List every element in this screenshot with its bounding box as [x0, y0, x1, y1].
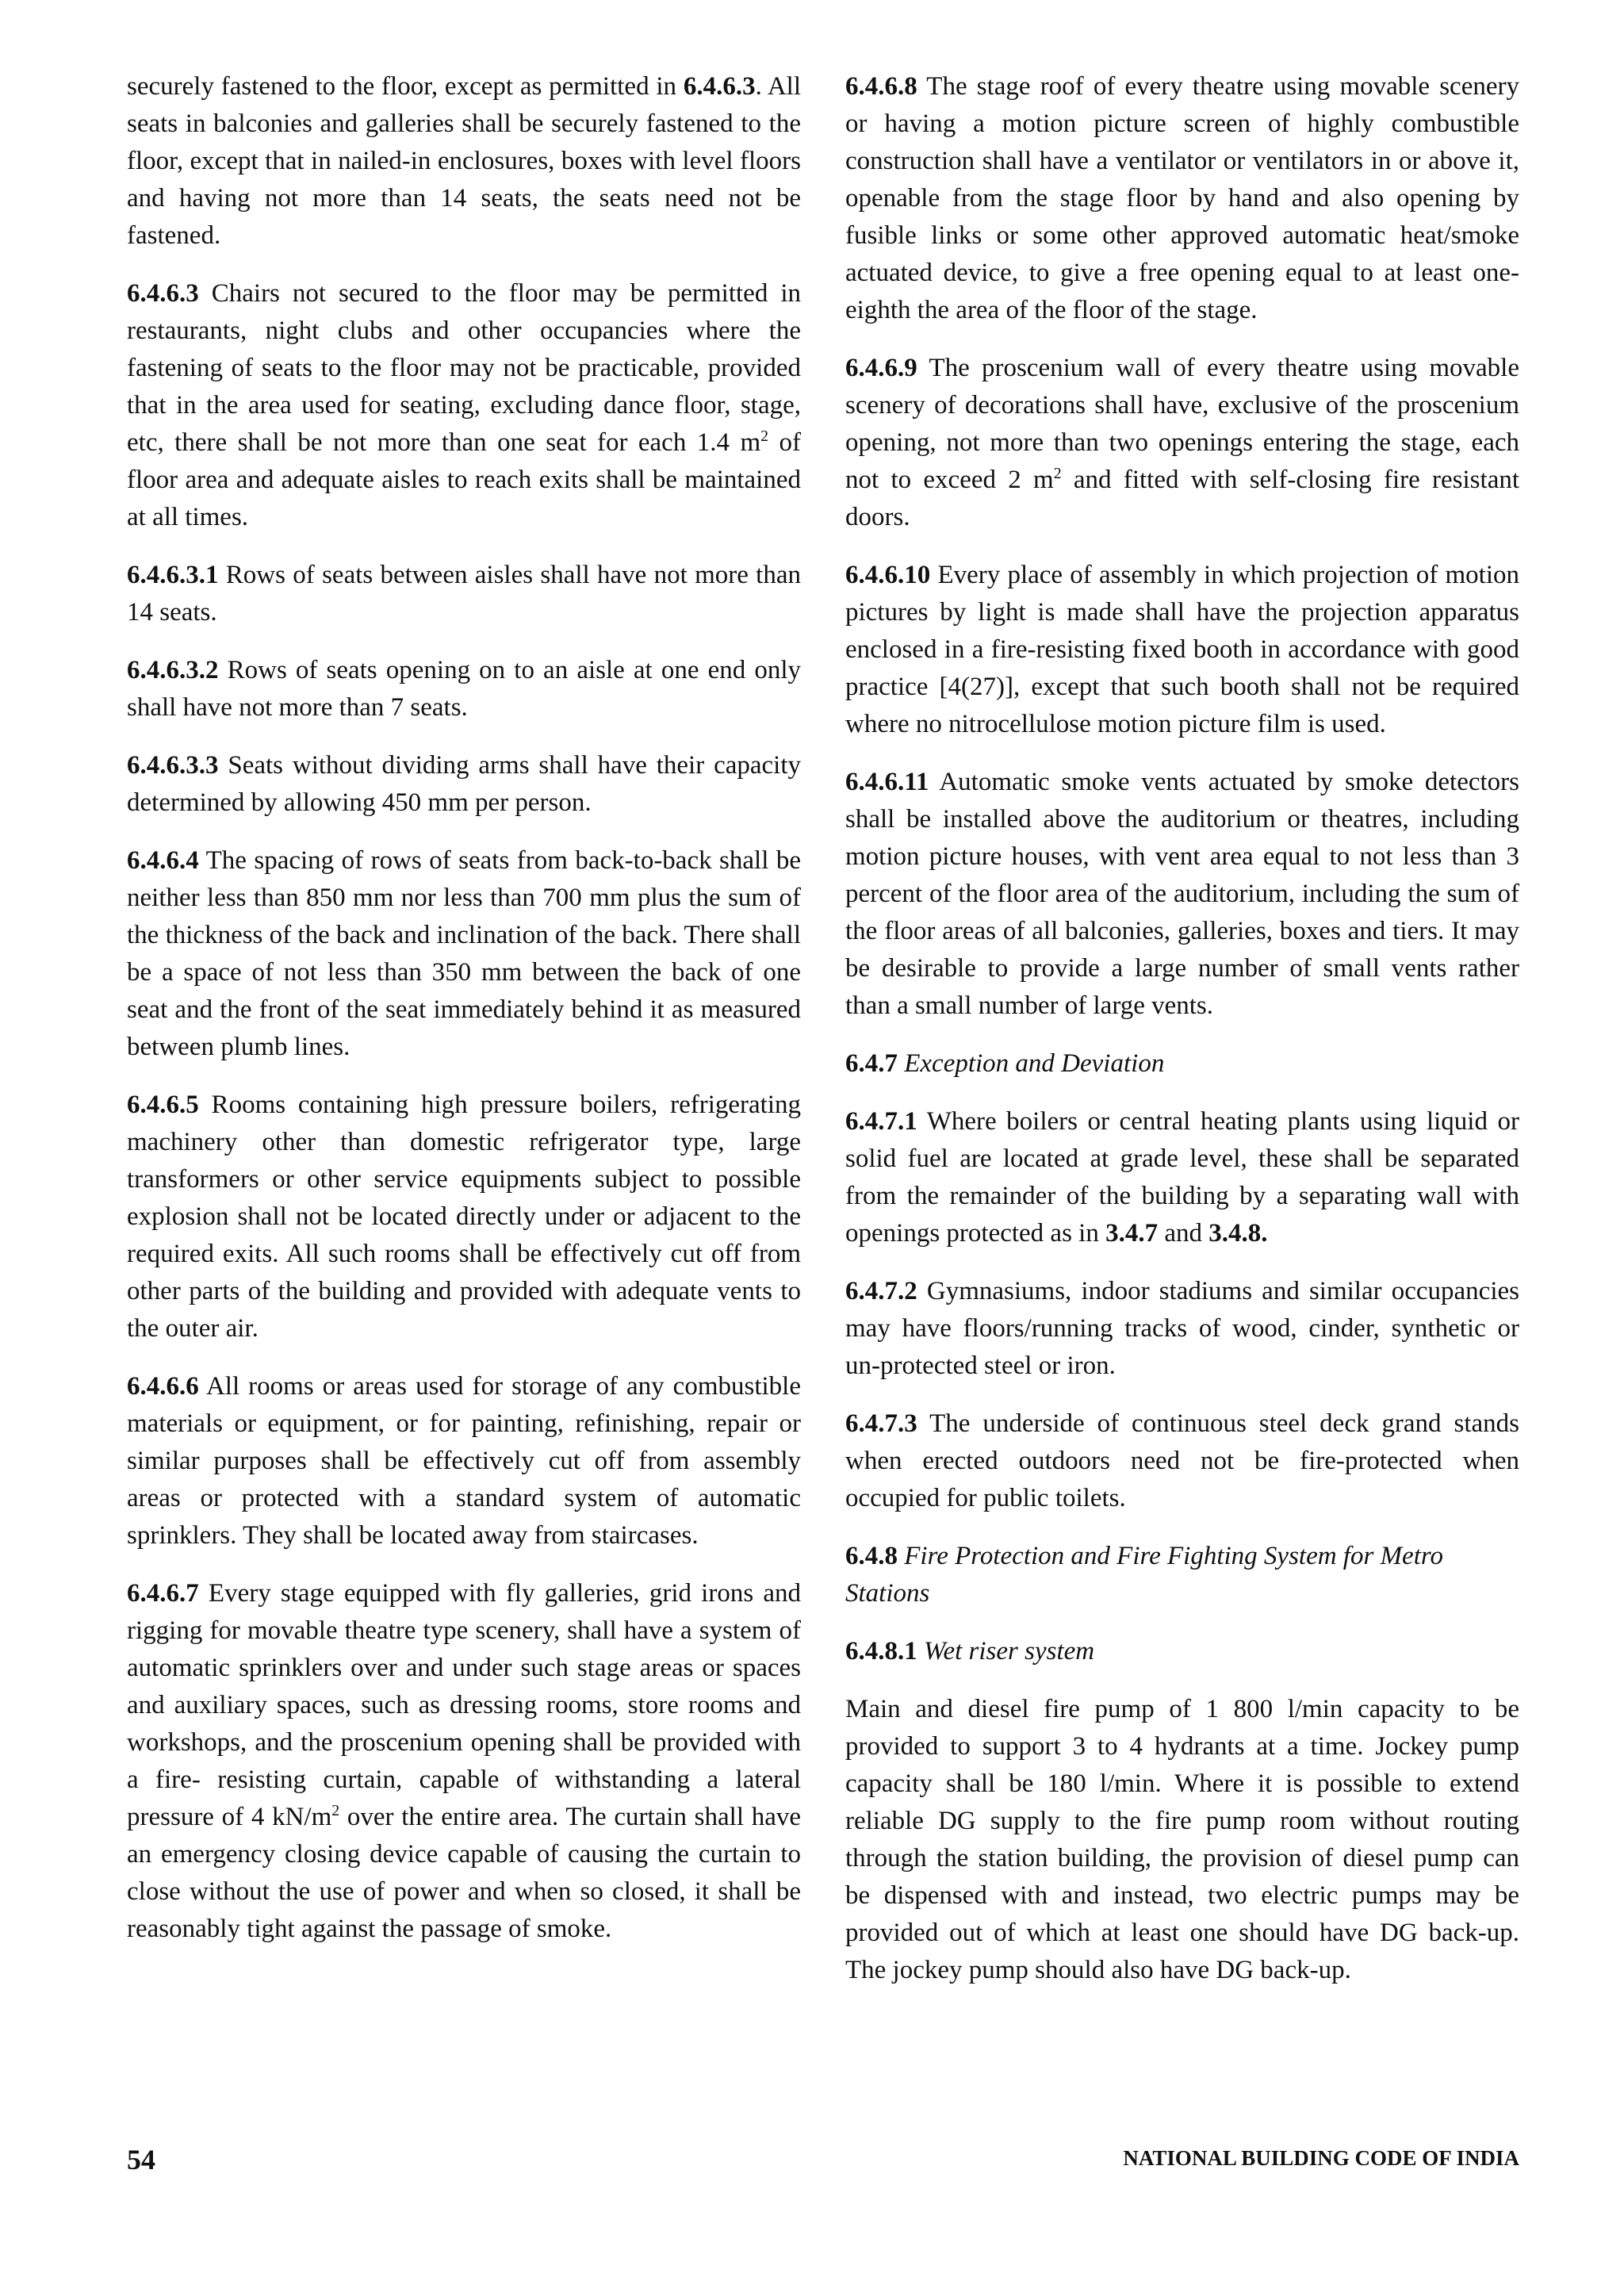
running-title: NATIONAL BUILDING CODE OF INDIA: [1123, 2146, 1519, 2170]
clause-number: 6.4.6.8: [845, 72, 917, 101]
section-title: Wet riser system: [917, 1637, 1095, 1666]
page-number: 54: [127, 2144, 155, 2175]
clause-number: 6.4.7.3: [845, 1409, 917, 1438]
clause-6-4-6-9: [845, 350, 1519, 536]
clause-number: 6.4.6.3.1: [127, 561, 219, 589]
clause-number: 6.4.6.3.3: [127, 751, 219, 780]
paragraph-text: Rows of seats opening on to an aisle at one end only shall have not more than 7 seats.: [127, 656, 801, 722]
paragraph-text: The spacing of rows of seats from back-to-back shall be neither less than 850 mm nor less than 700 mm plus the sum of the thickness of the back and inclination of the back. There shall be a space of not less than 350 mm between the back of one seat and the front of the seat immediately behind it as measured between plumb lines.: [127, 846, 801, 1061]
paragraph-text: Automatic smoke vents actuated by smoke detectors shall be installed above the auditorium or theatres, including motion picture houses, with vent area equal to not less than 3 percent of the floor area of the auditorium, including the sum of the floor areas of all balconies, galleries, boxes and tiers. It may be desirable to provide a large number of small vents rather than a small number of large vents.: [845, 768, 1519, 1020]
paragraph-text: . All seats in balconies and galleries shall be securely fastened to the floor, except that in nailed-in enclosures, boxes with level floors and having not more than 14 seats, the seats need not be fastened.: [127, 72, 801, 250]
clause-number: 6.4.6.3: [127, 279, 199, 308]
paragraph-text: Where boilers or central heating plants using liquid or solid fuel are located at grade level, these shall be separated from the remainder of the building by a separating wall with openings protected as in: [845, 1107, 1519, 1248]
paragraph-text: and fitted with self-closing fire resistant doors.: [845, 466, 1520, 531]
paragraph-text: securely fastened to the floor, except as permitted in: [127, 72, 684, 101]
clause-6-4-6-3-1: [127, 557, 801, 631]
paragraph-text: Main and diesel fire pump of 1 800 l/min capacity to be provided to support 3 to 4 hydrants at a time. Jockey pump capacity shall be 180 l/min. Where it is possible to extend reliable DG supply to the fire pump room without routing through the station building, the provision of diesel pump can be dispensed with and instead, two electric pumps may be provided out of which at least one should have DG back-up. The jockey pump should also have DG back-up.: [845, 1695, 1519, 1984]
clause-6-4-7-2: [845, 1273, 1519, 1385]
clause-number: 6.4.6.11: [845, 768, 929, 796]
section-heading-6-4-8: [845, 1538, 1519, 1612]
clause-6-4-6-4: [127, 842, 801, 1066]
superscript: 2: [331, 1802, 340, 1819]
paragraph-text: Chairs not secured to the floor may be permitted in restaurants, night clubs and other occupancies where the fastening of seats to the floor may not be practicable, provided that in the area used for seating, excluding dance floor, stage, etc, there shall be not more than one seat for each 1.4 m: [127, 279, 801, 457]
clause-number: 6.4.6.4: [127, 846, 199, 875]
section-heading-6-4-8-1: [845, 1633, 1519, 1670]
clause-number: 6.4.6.9: [845, 354, 917, 382]
paragraph-text: Rooms containing high pressure boilers, refrigerating machinery other than domestic refrigerator type, large transformers or other service equipments subject to possible explosion shall not be located directly under or adjacent to the required exits. All such rooms shall be effectively cut off from other parts of the building and provided with adequate vents to the outer air.: [127, 1091, 801, 1343]
clause-number: 6.4.7.2: [845, 1277, 917, 1305]
clause-6-4-6-7: [127, 1575, 801, 1948]
clause-reference: 6.4.6.3: [683, 72, 756, 101]
section-number: 6.4.8.1: [845, 1637, 917, 1666]
paragraph-text: The proscenium wall of every theatre using movable scenery of decorations shall have, exclusive of the proscenium opening, not more than two openings entering the stage, each not to exceed 2 m: [845, 354, 1519, 494]
paragraph-text: The stage roof of every theatre using movable scenery or having a motion picture screen of highly combustible construction shall have a ventilator or ventilators in or above it, openable from the stage floor by hand and also opening by fusible links or some other approved automatic heat/smoke actuated device, to give a free opening equal to at least one-eighth the area of the floor of the stage.: [845, 72, 1519, 324]
right-column: [845, 68, 1519, 2010]
section-number: 6.4.7: [845, 1049, 898, 1078]
clause-6-4-6-11: [845, 764, 1519, 1025]
paragraph-text: Seats without dividing arms shall have their capacity determined by allowing 450 mm per person.: [127, 751, 801, 817]
paragraph-text: The underside of continuous steel deck grand stands when erected outdoors need not be fire-protected when occupied for public toilets.: [845, 1409, 1519, 1512]
paragraph-text: All rooms or areas used for storage of any combustible materials or equipment, or for painting, refinishing, repair or similar purposes shall be effectively cut off from assembly areas or protected with a standard system of automatic sprinklers. They shall be located away from staircases.: [127, 1372, 801, 1550]
clause-reference: 3.4.8: [1208, 1219, 1262, 1248]
clause-6-4-6-6: [127, 1368, 801, 1554]
clause-number: 6.4.6.3.2: [127, 656, 219, 684]
superscript: 2: [1053, 465, 1062, 482]
clause-6-4-6-8: [845, 68, 1519, 329]
clause-number: 6.4.6.10: [845, 561, 931, 589]
clause-6-4-7-1: [845, 1103, 1519, 1252]
paragraph-text: Every place of assembly in which projection of motion pictures by light is made shall have the projection apparatus enclosed in a fire-resisting fixed booth in accordance with good practice [4(27)], except that such booth shall not be required where no nitrocellulose motion picture film is used.: [845, 561, 1519, 738]
paragraph-text: Every stage equipped with fly galleries, grid irons and rigging for movable theatre type scenery, shall have a system of automatic sprinklers over and under such stage areas or spaces and auxiliary spaces, such as dressing rooms, store rooms and workshops, and the proscenium opening shall be provided with a fire- resisting curtain, capable of withstanding a lateral pressure of 4 kN/m: [127, 1579, 801, 1831]
section-title: Exception and Deviation: [898, 1049, 1165, 1078]
clause-6-4-6-3-3: [127, 747, 801, 822]
clause-reference: 3.4.7: [1105, 1219, 1159, 1248]
paragraph-text: over the entire area. The curtain shall have an emergency closing device capable of causing the curtain to close without the use of power and when so closed, it shall be reasonably tight against the passage of smoke.: [127, 1803, 802, 1943]
paragraph-text: Gymnasiums, indoor stadiums and similar occupancies may have floors/running tracks of wood, cinder, synthetic or un-protected steel or iron.: [845, 1277, 1519, 1380]
section-heading-6-4-7: [845, 1045, 1519, 1083]
clause-6-4-6-10: [845, 557, 1519, 743]
paragraph-text: Rows of seats between aisles shall have not more than 14 seats.: [127, 561, 801, 627]
paragraph-text: of floor area and adequate aisles to reach exits shall be maintained at all times.: [127, 428, 801, 531]
page-footer: [127, 2143, 1519, 2183]
clause-number: 6.4.6.5: [127, 1091, 199, 1119]
clause-6-4-7-3: [845, 1405, 1519, 1517]
clause-number: 6.4.7.1: [845, 1107, 917, 1136]
section-title: Fire Protection and Fire Fighting System for Metro Stations: [845, 1542, 1443, 1608]
left-column: [127, 68, 801, 1968]
wet-riser-paragraph: [845, 1691, 1519, 1989]
paragraph-text: .: [1261, 1219, 1268, 1248]
clause-number: 6.4.6.6: [127, 1372, 199, 1401]
section-number: 6.4.8: [845, 1542, 898, 1570]
paragraph-continuation: [127, 68, 801, 255]
clause-6-4-6-3: [127, 275, 801, 536]
clause-6-4-6-3-2: [127, 652, 801, 726]
paragraph-text: and: [1158, 1219, 1209, 1248]
superscript: 2: [760, 427, 769, 445]
clause-6-4-6-5: [127, 1087, 801, 1347]
clause-number: 6.4.6.7: [127, 1579, 199, 1608]
